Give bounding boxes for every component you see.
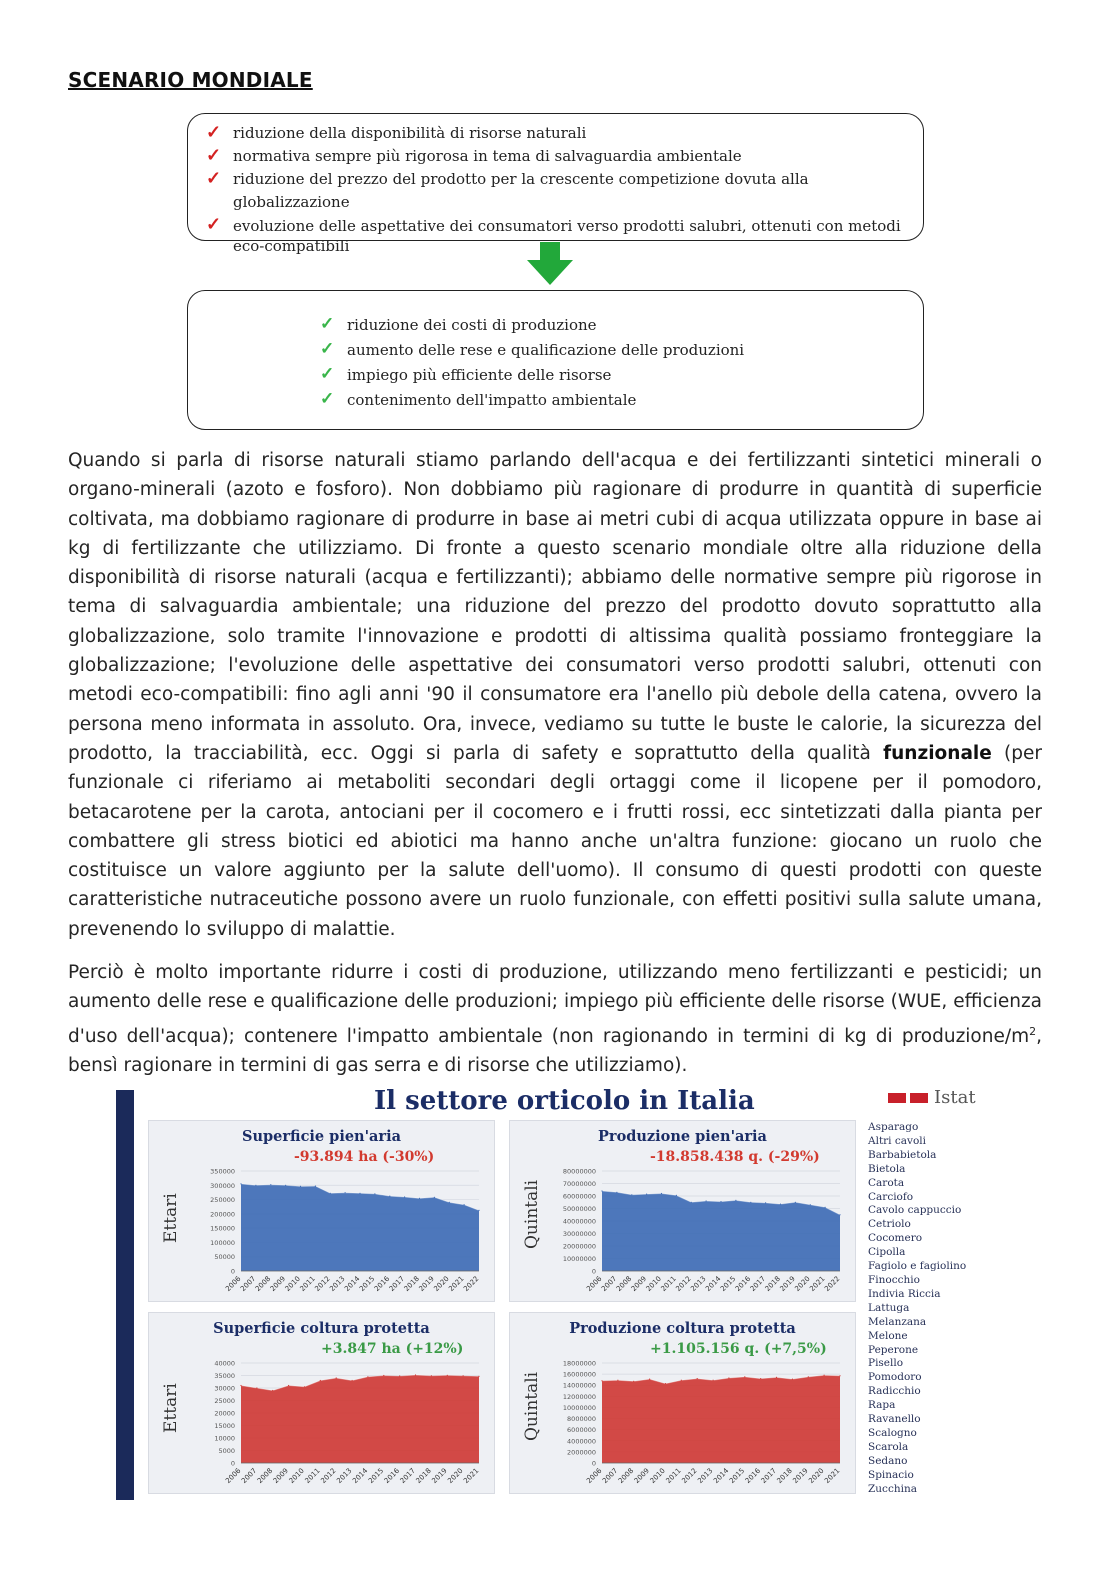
y-tick-label: 60000000 <box>562 1192 596 1201</box>
y-tick-label: 30000 <box>214 1384 235 1393</box>
x-tick-label: 2012 <box>313 1274 332 1294</box>
chart-title: Produzione coltura protetta <box>569 1320 796 1337</box>
x-tick-label: 2009 <box>268 1274 288 1294</box>
y-tick-label: 0 <box>591 1267 596 1276</box>
data-point <box>646 1194 647 1195</box>
x-tick-label: 2020 <box>793 1274 812 1294</box>
chart-title: Produzione pien'aria <box>598 1128 767 1145</box>
data-point <box>288 1385 289 1386</box>
red-check-icon: ✓ <box>206 168 222 189</box>
x-tick-label: 2012 <box>674 1274 693 1294</box>
infographic-side-bar <box>116 1090 134 1500</box>
x-tick-label: 2021 <box>823 1466 842 1486</box>
x-tick-label: 2016 <box>382 1466 402 1486</box>
y-tick-label: 4000000 <box>567 1437 596 1446</box>
legend-item: Scarola <box>868 1440 909 1453</box>
chart-y-label: Quintali <box>522 1371 542 1441</box>
data-point <box>464 1204 465 1205</box>
data-point <box>240 1385 241 1386</box>
x-tick-label: 2006 <box>585 1466 604 1486</box>
red-check-icon: ✓ <box>206 122 222 143</box>
data-point <box>383 1375 384 1376</box>
x-tick-label: 2012 <box>680 1466 699 1486</box>
data-point <box>240 1183 241 1184</box>
x-tick-label: 2010 <box>283 1274 302 1294</box>
y-tick-label: 350000 <box>210 1167 235 1176</box>
data-point <box>776 1377 777 1378</box>
chart-y-label: Ettari <box>161 1383 181 1433</box>
x-tick-label: 2015 <box>719 1274 738 1294</box>
x-tick-label: 2017 <box>748 1274 768 1294</box>
x-tick-label: 2009 <box>629 1274 649 1294</box>
y-tick-label: 70000000 <box>562 1180 596 1188</box>
infographic <box>116 1086 996 1502</box>
chart-y-label: Quintali <box>522 1179 542 1249</box>
legend-item: Indivia Riccia <box>868 1287 941 1300</box>
y-tick-label: 200000 <box>210 1210 235 1219</box>
challenge-item: ✓ riduzione della disponibilità di risorse naturali <box>206 122 587 143</box>
data-point <box>713 1380 714 1381</box>
x-tick-label: 2021 <box>447 1274 466 1294</box>
area-series <box>241 1184 479 1271</box>
data-point <box>706 1200 707 1201</box>
data-point <box>765 1202 766 1203</box>
x-tick-label: 2017 <box>398 1466 417 1486</box>
x-tick-label: 2020 <box>432 1274 451 1294</box>
y-tick-label: 50000000 <box>562 1205 596 1213</box>
x-tick-label: 2010 <box>287 1466 306 1486</box>
chart-panel-protected-area <box>148 1312 495 1494</box>
chart-title: Superficie pien'aria <box>242 1128 401 1145</box>
bold-term: funzionale <box>883 742 992 764</box>
data-point <box>285 1185 286 1186</box>
y-tick-label: 16000000 <box>562 1370 596 1379</box>
x-tick-label: 2014 <box>343 1274 362 1294</box>
data-point <box>728 1377 729 1378</box>
y-tick-label: 8000000 <box>567 1415 596 1424</box>
y-tick-label: 150000 <box>210 1224 235 1233</box>
x-tick-label: 2014 <box>351 1466 370 1486</box>
legend-item: Carciofo <box>868 1190 914 1203</box>
y-tick-label: 0 <box>230 1459 235 1468</box>
x-tick-label: 2008 <box>614 1274 634 1294</box>
chart-panel-open-field-production <box>509 1120 856 1302</box>
area-series <box>602 1375 840 1463</box>
data-point <box>744 1376 745 1377</box>
data-point <box>665 1383 666 1384</box>
area-series <box>602 1191 840 1271</box>
legend-item: Radicchio <box>868 1385 921 1398</box>
data-point <box>270 1184 271 1185</box>
legend-item: Finocchio <box>868 1273 920 1286</box>
legend-item: Pisello <box>868 1357 904 1370</box>
x-tick-label: 2013 <box>696 1466 715 1486</box>
data-point <box>601 1380 602 1381</box>
x-tick-label: 2016 <box>743 1466 763 1486</box>
data-point <box>808 1376 809 1377</box>
x-tick-label: 2007 <box>239 1274 258 1294</box>
data-point <box>649 1379 650 1380</box>
data-point <box>824 1375 825 1376</box>
x-tick-label: 2006 <box>224 1274 243 1294</box>
chart-panel-protected-production <box>509 1312 856 1494</box>
objective-item: ✓ riduzione dei costi di produzione <box>320 313 915 338</box>
x-tick-label: 2014 <box>712 1466 731 1486</box>
x-tick-label: 2015 <box>366 1466 386 1486</box>
challenge-item: ✓ evoluzione delle aspettative dei consumatori verso prodotti salubri, ottenuti con metodi eco-compatibili <box>206 214 901 255</box>
infographic-title: Il settore orticolo in Italia <box>374 1086 755 1116</box>
data-point <box>681 1380 682 1381</box>
data-point <box>463 1375 464 1376</box>
y-tick-label: 15000 <box>214 1422 235 1430</box>
data-point <box>661 1193 662 1194</box>
green-check-icon: ✓ <box>320 364 335 384</box>
data-point <box>415 1374 416 1375</box>
chart-title: Superficie coltura protetta <box>213 1320 430 1337</box>
chart-panel-open-field-area <box>148 1120 495 1302</box>
y-tick-label: 10000000 <box>562 1403 596 1412</box>
x-tick-label: 2008 <box>253 1274 273 1294</box>
x-tick-label: 2020 <box>446 1466 465 1486</box>
x-tick-label: 2015 <box>727 1466 747 1486</box>
chart-delta: +3.847 ha (+12%) <box>321 1341 464 1357</box>
challenge-item: ✓ normativa sempre più rigorosa in tema di salvaguardia ambientale <box>206 145 742 166</box>
data-point <box>735 1200 736 1201</box>
data-point <box>320 1380 321 1381</box>
data-point <box>447 1375 448 1376</box>
x-tick-label: 2018 <box>775 1466 794 1486</box>
red-check-icon: ✓ <box>206 145 222 166</box>
data-point <box>336 1377 337 1378</box>
legend-item: Altri cavoli <box>868 1134 926 1147</box>
x-tick-label: 2011 <box>659 1274 678 1294</box>
x-tick-label: 2013 <box>335 1466 354 1486</box>
y-tick-label: 40000 <box>214 1359 235 1368</box>
objectives-box <box>187 290 924 430</box>
y-tick-label: 35000 <box>214 1372 235 1380</box>
x-tick-label: 2007 <box>240 1466 259 1486</box>
data-point <box>431 1375 432 1376</box>
data-point <box>825 1207 826 1208</box>
x-tick-label: 2019 <box>791 1466 810 1486</box>
x-tick-label: 2011 <box>298 1274 317 1294</box>
legend-item: Zucchina <box>868 1482 917 1495</box>
x-tick-label: 2008 <box>255 1466 275 1486</box>
x-tick-label: 2011 <box>664 1466 683 1486</box>
data-point <box>478 1210 479 1211</box>
legend-item: Asparago <box>868 1121 919 1133</box>
x-tick-label: 2022 <box>823 1274 842 1294</box>
legend-item: Sedano <box>868 1454 908 1467</box>
chart-delta: -93.894 ha (-30%) <box>294 1149 435 1165</box>
y-tick-label: 10000000 <box>562 1255 596 1263</box>
x-tick-label: 2006 <box>585 1274 604 1294</box>
chart-svg <box>149 1121 494 1301</box>
data-point <box>255 1185 256 1186</box>
x-tick-label: 2008 <box>616 1466 636 1486</box>
x-tick-label: 2018 <box>402 1274 421 1294</box>
legend-item: Melone <box>868 1329 908 1342</box>
data-point <box>478 1376 479 1377</box>
y-tick-label: 50000 <box>214 1253 235 1262</box>
data-point <box>304 1386 305 1387</box>
data-point <box>389 1196 390 1197</box>
green-check-icon: ✓ <box>320 339 335 359</box>
legend-item: Peperone <box>868 1343 919 1356</box>
legend-item: Cavolo cappuccio <box>868 1204 962 1217</box>
y-tick-label: 250000 <box>210 1196 235 1205</box>
y-tick-label: 10000 <box>214 1434 235 1443</box>
y-tick-label: 18000000 <box>562 1359 596 1368</box>
paragraph-objectives: Perciò è molto importante ridurre i costi di produzione, utilizzando meno fertilizzanti e pesticidi; un aumento delle rese e qualificazione delle produzioni; impiego più efficiente delle risorse (WUE, efficienza d'uso dell'acqua); contenere l'impatto ambientale (non ragionando in termini di kg di produzione/$m^2$, bensì ragionare in termini di gas serra e di risorse che utilizziamo). <box>68 962 1042 1077</box>
y-tick-label: 80000000 <box>562 1167 596 1176</box>
y-tick-label: 12000000 <box>562 1392 596 1401</box>
x-tick-label: 2018 <box>763 1274 782 1294</box>
y-tick-label: 25000 <box>214 1397 235 1405</box>
data-point <box>750 1202 751 1203</box>
istat-logo <box>888 1087 988 1114</box>
chart-y-label: Ettari <box>161 1193 181 1243</box>
data-point <box>795 1202 796 1203</box>
x-tick-label: 2021 <box>462 1466 481 1486</box>
y-tick-label: 30000000 <box>562 1230 596 1238</box>
legend-item: Pomodoro <box>868 1371 922 1384</box>
chart-delta: -18.858.438 q. (-29%) <box>650 1149 820 1165</box>
y-tick-label: 100000 <box>210 1238 235 1247</box>
x-tick-label: 2009 <box>271 1466 291 1486</box>
x-tick-label: 2019 <box>430 1466 449 1486</box>
legend-item: Rapa <box>868 1399 896 1412</box>
data-point <box>839 1375 840 1376</box>
x-tick-label: 2007 <box>600 1274 619 1294</box>
x-tick-label: 2022 <box>462 1274 481 1294</box>
x-tick-label: 2017 <box>759 1466 778 1486</box>
x-tick-label: 2015 <box>358 1274 377 1294</box>
data-point <box>633 1381 634 1382</box>
istat-logo-text: Istat <box>934 1087 976 1108</box>
x-tick-label: 2018 <box>414 1466 433 1486</box>
chart-svg <box>510 1313 855 1493</box>
data-point <box>419 1198 420 1199</box>
y-tick-label: 300000 <box>210 1181 235 1190</box>
data-point <box>617 1380 618 1381</box>
data-point <box>374 1193 375 1194</box>
x-tick-label: 2021 <box>808 1274 827 1294</box>
data-point <box>601 1190 602 1191</box>
red-check-icon: ✓ <box>206 214 222 235</box>
challenges-box <box>187 113 924 255</box>
data-point <box>616 1192 617 1193</box>
x-tick-label: 2009 <box>632 1466 652 1486</box>
x-tick-label: 2016 <box>733 1274 753 1294</box>
objective-item: ✓ contenimento dell'impatto ambientale <box>320 388 915 413</box>
x-tick-label: 2013 <box>328 1274 347 1294</box>
data-point <box>345 1192 346 1193</box>
x-tick-label: 2019 <box>778 1274 797 1294</box>
legend-item: Ravanello <box>868 1413 921 1426</box>
data-point <box>449 1202 450 1203</box>
data-point <box>810 1204 811 1205</box>
legend-item: Cetriolo <box>868 1218 911 1231</box>
data-point <box>256 1387 257 1388</box>
data-point <box>272 1390 273 1391</box>
data-point <box>359 1193 360 1194</box>
x-tick-label: 2007 <box>601 1466 620 1486</box>
data-point <box>404 1196 405 1197</box>
objective-item: ✓ aumento delle rese e qualificazione delle produzioni <box>320 338 915 363</box>
legend-item: Scalogno <box>868 1426 917 1439</box>
x-tick-label: 2012 <box>319 1466 338 1486</box>
legend-item: Barbabietola <box>868 1148 937 1161</box>
green-check-icon: ✓ <box>320 389 335 409</box>
y-tick-label: 20000000 <box>562 1242 596 1251</box>
x-tick-label: 2010 <box>648 1466 667 1486</box>
y-tick-label: 2000000 <box>567 1448 596 1457</box>
legend-item: Melanzana <box>868 1315 927 1328</box>
chart-delta: +1.105.156 q. (+7,5%) <box>650 1341 827 1357</box>
crop-legend <box>868 1121 966 1496</box>
legend-item: Cocomero <box>868 1232 923 1245</box>
y-tick-label: 0 <box>230 1267 235 1276</box>
chart-svg <box>149 1313 494 1493</box>
x-tick-label: 2016 <box>372 1274 392 1294</box>
y-tick-label: 40000000 <box>562 1217 596 1226</box>
x-tick-label: 2014 <box>704 1274 723 1294</box>
x-tick-label: 2010 <box>644 1274 663 1294</box>
chart-svg <box>510 1121 855 1301</box>
x-tick-label: 2017 <box>387 1274 407 1294</box>
x-tick-label: 2011 <box>303 1466 322 1486</box>
paragraph-natural-resources: Quando si parla di risorse naturali stiamo parlando dell'acqua e dei fertilizzanti sintetici minerali o organo-minerali (azoto e fosforo). Non dobbiamo più ragionare di produrre in quantità di superficie coltivata, ma dobbiamo ragionare di produrre in base ai metri cubi di acqua utilizzata oppure in base ai kg di fertilizzante che utilizziamo. Di fronte a questo scenario mondiale oltre alla riduzione della disponibilità di risorse naturali (acqua e fertilizzanti); abbiamo delle normative sempre più rigorose in tema di salvaguardia ambientale; una riduzione del prezzo del prodotto dovuto soprattutto alla globalizzazione, solo tramite l'innovazione e prodotti di altissima qualità possiamo fronteggiare la globalizzazione; l'evoluzione delle aspettative dei consumatori verso prodotti salubri, ottenuti con metodi eco-compatibili: fino agli anni '90 il consumatore era l'anello più debole della catena, ovvero la persona meno informata in assoluto. Ora, invece, vediamo su tutte le buste le calorie, la sicurezza del prodotto, la tracciabilità, ecc. Oggi si parla di safety e soprattutto della qualità funzionale (per funzionale ci riferiamo ai metaboliti secondari degli ortaggi come il licopene per il pomodoro, betacarotene per la carota, antociani per il cocomero e i frutti rossi, ecc sintetizzati dalla pianta per combattere gli stress biotici ed abiotici ma hanno anche un'altra funzione: giocano un ruolo che costituisce un valore aggiunto per la salute dell'uomo). Il consumo di questi prodotti con queste caratteristiche nutraceutiche possono avere un ruolo funzionale, con effetti positivi sulla salute umana, prevenendo lo sviluppo di malattie. <box>68 450 1042 940</box>
x-tick-label: 2013 <box>689 1274 708 1294</box>
legend-item: Spinacio <box>868 1468 914 1481</box>
data-point <box>352 1380 353 1381</box>
y-tick-label: 6000000 <box>567 1426 596 1435</box>
y-tick-label: 20000 <box>214 1409 235 1418</box>
objective-item: ✓ impiego più efficiente delle risorse <box>320 363 915 388</box>
legend-item: Carota <box>868 1176 905 1189</box>
data-point <box>315 1186 316 1187</box>
x-tick-label: 2006 <box>224 1466 243 1486</box>
legend-item: Cipolla <box>868 1246 906 1259</box>
x-tick-label: 2019 <box>417 1274 436 1294</box>
data-point <box>676 1195 677 1196</box>
legend-item: Bietola <box>868 1162 906 1175</box>
data-point <box>691 1202 692 1203</box>
data-point <box>300 1186 301 1187</box>
data-point <box>792 1379 793 1380</box>
y-tick-label: 0 <box>591 1459 596 1468</box>
data-point <box>330 1193 331 1194</box>
y-tick-label: 14000000 <box>562 1381 596 1390</box>
data-point <box>780 1204 781 1205</box>
data-point <box>839 1214 840 1215</box>
data-point <box>760 1378 761 1379</box>
data-point <box>434 1197 435 1198</box>
y-tick-label: 5000 <box>218 1447 235 1455</box>
green-check-icon: ✓ <box>320 314 335 334</box>
down-arrow-icon <box>527 242 573 286</box>
legend-item: Lattuga <box>868 1301 910 1314</box>
x-tick-label: 2020 <box>807 1466 826 1486</box>
data-point <box>697 1378 698 1379</box>
data-point <box>631 1194 632 1195</box>
page-title: SCENARIO MONDIALE <box>68 68 313 92</box>
challenge-item: ✓ riduzione del prezzo del prodotto per la crescente competizione dovuta alla globalizzazione <box>206 168 809 211</box>
data-point <box>367 1376 368 1377</box>
data-point <box>720 1201 721 1202</box>
data-point <box>399 1375 400 1376</box>
legend-item: Fagiolo e fagiolino <box>868 1260 967 1273</box>
